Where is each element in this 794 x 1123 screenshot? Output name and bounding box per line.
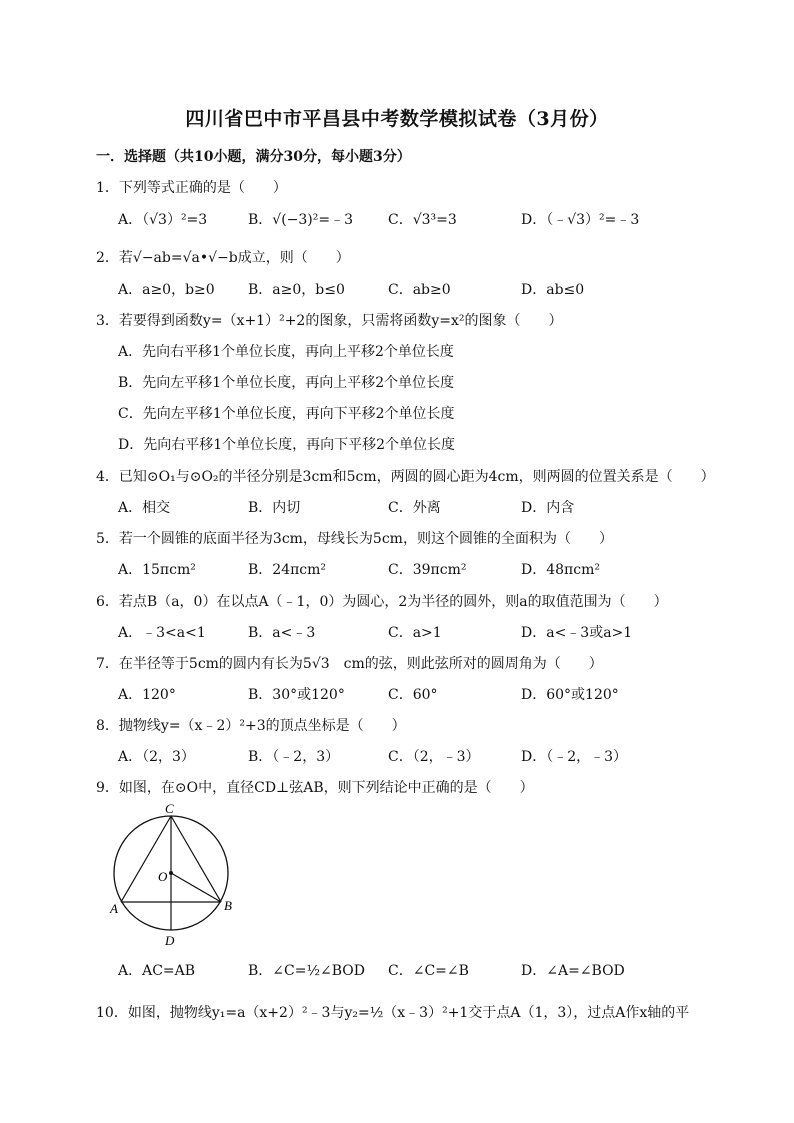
q6-option-b: B．a<﹣3 [248,625,316,641]
q8-option-b: B．（﹣2，3） [248,749,340,765]
q2-option-b: B．a≥0，b≤0 [248,282,345,298]
q4-option-b: B．内切 [248,500,301,516]
segment-ob [171,873,221,902]
question-9: 9．如图，在⊙O中，直径CD⊥弦AB，则下列结论中正确的是（ ） [96,780,534,796]
label-a: A [110,901,118,916]
label-d: D [165,933,175,948]
question-6: 6．若点B（a，0）在以点A（﹣1，0）为圆心，2为半径的圆外，则a的取值范围为（ ） [96,594,668,610]
q9-option-d: D．∠A=∠BOD [521,963,625,979]
q1-option-b: B．√(−3)²=﹣3 [248,212,354,228]
question-2: 2．若√−ab=√a•√−b成立，则（ ） [96,250,350,266]
question-3: 3．若要得到函数y=（x+1）²+2的图象，只需将函数y=x²的图象（ ） [96,313,563,329]
q7-option-c: C．60° [388,687,438,703]
q6-option-a: A．﹣3<a<1 [118,625,206,641]
q4-option-c: C．外离 [388,500,441,516]
question-5: 5．若一个圆锥的底面半径为3cm，母线长为5cm，则这个圆锥的全面积为（ ） [96,531,613,547]
q6-option-d: D．a<﹣3或a>1 [521,625,633,641]
q5-option-c: C．39πcm² [388,562,467,578]
segment-bc [171,816,221,902]
q2-option-a: A．a≥0，b≥0 [118,282,215,298]
q7-option-d: D．60°或120° [521,687,619,703]
q8-option-c: C．（2，﹣3） [388,749,480,765]
q7-option-a: A．120° [118,687,176,703]
question-4: 4．已知⊙O₁与⊙O₂的半径分别是3cm和5cm，两圆的圆心距为4cm，则两圆的位置关系是（ ） [96,469,715,485]
q9-option-c: C．∠C=∠B [388,963,469,979]
circle-diagram [108,800,248,950]
label-c: C [165,801,174,816]
q1-option-d: D．（﹣√3）²=﹣3 [521,212,640,228]
section-heading: 一．选择题（共10小题，满分30分，每小题3分） [96,149,411,165]
segment-ac [121,816,171,902]
q5-option-b: B．24πcm² [248,562,327,578]
q3-option-a: A．先向右平移1个单位长度，再向上平移2个单位长度 [118,344,454,360]
q4-option-a: A．相交 [118,500,171,516]
label-b: B [224,898,232,913]
q1-option-c: C．√3³=3 [388,212,457,228]
q1-option-a: A．（√3）²=3 [118,212,208,228]
question-10: 10．如图，抛物线y₁=a（x+2）²﹣3与y₂=½（x﹣3）²+1交于点A（1，3），过点A作x轴的平 [96,1005,690,1021]
q6-option-c: C．a>1 [388,625,442,641]
q9-option-a: A．AC=AB [118,963,196,979]
q2-option-d: D．ab≤0 [521,282,585,298]
q4-option-d: D．内含 [521,500,575,516]
label-o: O [158,869,168,884]
page-title: 四川省巴中市平昌县中考数学模拟试卷（3月份） [185,108,609,130]
q5-option-d: D．48πcm² [521,562,600,578]
center-point [169,871,173,875]
q7-option-b: B．30°或120° [248,687,345,703]
q3-option-d: D．先向右平移1个单位长度，再向下平移2个单位长度 [118,437,456,453]
q2-option-c: C．ab≥0 [388,282,451,298]
q8-option-a: A．（2，3） [118,749,195,765]
question-1: 1．下列等式正确的是（ ） [96,180,287,196]
q3-option-c: C．先向左平移1个单位长度，再向下平移2个单位长度 [118,406,455,422]
q9-option-b: B．∠C=½∠BOD [248,963,366,979]
q8-option-d: D．（﹣2，﹣3） [521,749,628,765]
q3-option-b: B．先向左平移1个单位长度，再向上平移2个单位长度 [118,375,455,391]
q5-option-a: A．15πcm² [118,562,196,578]
question-7: 7．在半径等于5cm的圆内有长为5√3 cm的弦，则此弦所对的圆周角为（ ） [96,656,603,672]
question-8: 8．抛物线y=（x﹣2）²+3的顶点坐标是（ ） [96,718,406,734]
